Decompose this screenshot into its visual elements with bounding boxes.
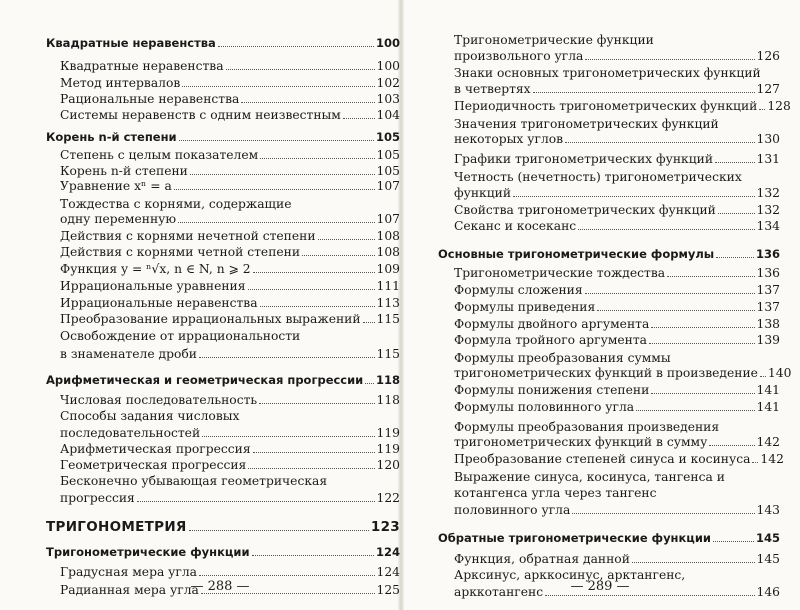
toc-entry — [420, 584, 780, 600]
page-number-right: — 289 — — [570, 579, 630, 594]
toc-entry — [40, 261, 400, 277]
toc-entry — [40, 311, 400, 327]
toc-entry — [40, 163, 400, 179]
toc-entry — [40, 582, 400, 598]
toc-leader-dots — [585, 283, 755, 294]
toc-leader-dots — [201, 583, 375, 594]
toc-entry — [40, 519, 400, 535]
toc-entry-title: Периодичность тригонометрических функций — [454, 99, 758, 113]
toc-entry — [40, 147, 400, 163]
toc-entry — [420, 246, 780, 262]
toc-leader-dots — [752, 452, 758, 463]
toc-entry-title: половинного угла — [454, 503, 571, 517]
toc-entry — [40, 35, 400, 51]
toc-entry — [40, 196, 400, 212]
toc-leader-dots — [565, 132, 754, 143]
toc-leader-dots — [241, 92, 374, 103]
toc-entry — [40, 211, 400, 227]
toc-entry-page: 109 — [376, 262, 400, 276]
toc-entry-title: Формулы преобразования суммы — [454, 351, 671, 365]
toc-leader-dots — [318, 229, 375, 240]
toc-entry-title: Арксинус, арккосинус, арктангенс, — [454, 568, 686, 582]
toc-entry-page: 119 — [376, 442, 400, 456]
toc-entry-page: 137 — [756, 283, 780, 297]
toc-entry-page: 111 — [376, 279, 400, 293]
toc-entry — [40, 91, 400, 107]
toc-leader-dots — [597, 300, 754, 311]
toc-entry-page: 137 — [756, 300, 780, 314]
toc-entry-title: Бесконечно убывающая геометрическая — [60, 474, 328, 488]
toc-entry — [40, 408, 400, 424]
toc-entry — [420, 567, 780, 583]
right-page — [420, 30, 792, 599]
toc-entry-page: 128 — [767, 99, 791, 113]
toc-entry-page: 142 — [760, 452, 784, 466]
toc-entry-title: Функция y = ⁿ√x, n ∈ N, n ⩾ 2 — [60, 262, 251, 276]
toc-entry — [420, 202, 780, 218]
page-number-left: — 288 — — [190, 579, 250, 594]
toc-leader-dots — [253, 262, 375, 273]
toc-leader-dots — [760, 366, 766, 377]
toc-entry-title: ТРИГОНОМЕТРИЯ — [46, 519, 187, 535]
toc-entry-page: 122 — [376, 491, 400, 505]
toc-leader-dots — [716, 247, 754, 258]
toc-entry-title: Знаки основных тригонометрических функций — [454, 66, 761, 80]
toc-entry-title: Иррациональные неравенства — [60, 296, 258, 310]
toc-leader-dots — [709, 435, 754, 446]
toc-entry-title: Метод интервалов — [60, 76, 181, 90]
toc-entry-title: Корень n-й степени — [60, 164, 188, 178]
toc-entry-page: 113 — [376, 296, 400, 310]
toc-entry — [420, 131, 780, 147]
toc-leader-dots — [179, 130, 374, 141]
toc-entry-title: Секанс и косеканс — [454, 219, 577, 233]
toc-entry-title: Числовая последовательность — [60, 393, 258, 407]
toc-entry — [420, 530, 780, 546]
toc-leader-dots — [718, 203, 755, 214]
toc-entry-page: 105 — [376, 164, 400, 178]
toc-entry — [420, 169, 780, 185]
toc-entry — [420, 382, 780, 398]
toc-leader-dots — [632, 552, 755, 563]
toc-entry-title: Способы задания числовых — [60, 409, 240, 423]
toc-entry-page: 107 — [376, 212, 400, 226]
toc-entry-title: Действия с корнями нечетной степени — [60, 229, 316, 243]
toc-entry-title: Системы неравенств с одним неизвестным — [60, 108, 341, 122]
toc-leader-dots — [343, 108, 375, 119]
toc-entry — [420, 65, 780, 81]
toc-entry — [420, 218, 780, 234]
toc-entry-title: тригонометрических функций в сумму — [454, 435, 708, 449]
toc-entry-page: 130 — [756, 132, 780, 146]
toc-entry — [40, 441, 400, 457]
toc-entry-title: Свойства тригонометрических функций — [454, 203, 716, 217]
toc-entry-title: Формулы приведения — [454, 300, 596, 314]
toc-entry-page: 143 — [756, 503, 780, 517]
toc-entry-page: 132 — [756, 203, 780, 217]
toc-entry-page: 125 — [376, 583, 400, 597]
toc-entry — [40, 107, 400, 123]
toc-entry-page: 134 — [756, 219, 780, 233]
toc-entry-page: 104 — [376, 108, 400, 122]
toc-entry — [420, 365, 792, 381]
toc-entry-title: прогрессия — [60, 491, 135, 505]
toc-entry — [420, 48, 780, 64]
toc-entry-title: Рациональные неравенства — [60, 92, 240, 106]
toc-entry-title: Формулы половинного угла — [454, 400, 635, 414]
toc-leader-dots — [713, 531, 754, 542]
toc-entry — [40, 346, 400, 362]
toc-entry-title: Иррациональные уравнения — [60, 279, 246, 293]
toc-leader-dots — [189, 520, 369, 531]
toc-entry-title: Значения тригонометрических функций — [454, 117, 719, 131]
toc-entry-page: 123 — [370, 519, 400, 535]
toc-entry — [420, 316, 780, 332]
toc-leader-dots — [137, 491, 375, 502]
toc-entry-page: 115 — [376, 347, 400, 361]
toc-entry — [420, 551, 780, 567]
toc-entry-page: 145 — [756, 552, 780, 566]
toc-entry — [40, 244, 400, 260]
toc-entry-title: Формулы сложения — [454, 283, 583, 297]
toc-entry-title: в знаменателе дроби — [60, 347, 197, 361]
toc-entry-page: 118 — [376, 393, 400, 407]
toc-entry-page: 100 — [376, 59, 400, 73]
toc-entry-title: Обратные тригонометрические функции — [438, 531, 711, 545]
toc-entry-title: Функция, обратная данной — [454, 552, 630, 566]
toc-entry — [40, 295, 400, 311]
toc-entry-title: Графики тригонометрических функций — [454, 152, 714, 166]
toc-entry — [40, 544, 400, 560]
toc-entry-page: 145 — [755, 531, 780, 545]
toc-entry — [40, 278, 400, 294]
toc-entry-title: одну переменную — [60, 212, 177, 226]
toc-entry — [420, 350, 780, 366]
toc-entry-title: Тригонометрические тождества — [454, 266, 666, 280]
toc-entry-page: 115 — [376, 312, 400, 326]
toc-entry-title: Формулы понижения степени — [454, 383, 650, 397]
toc-entry-page: 139 — [756, 333, 780, 347]
toc-leader-dots — [253, 442, 375, 453]
toc-entry — [40, 228, 400, 244]
toc-entry-page: 136 — [755, 247, 780, 261]
toc-entry-title: Корень n-й степени — [46, 130, 177, 144]
toc-entry-page: 100 — [375, 36, 400, 50]
toc-entry-title: Формулы двойного аргумента — [454, 317, 650, 331]
toc-entry — [40, 425, 400, 441]
toc-entry-page: 108 — [376, 245, 400, 259]
toc-entry — [420, 299, 780, 315]
toc-entry-title: Степень с целым показателем — [60, 148, 259, 162]
toc-entry-title: Тригонометрические функции — [46, 545, 250, 559]
toc-entry-title: Радианная мера угла — [60, 583, 199, 597]
toc-entry-page: 132 — [756, 186, 780, 200]
toc-entry-page: 140 — [767, 366, 792, 380]
toc-leader-dots — [715, 152, 754, 163]
toc-entry-page: 124 — [376, 565, 400, 579]
toc-entry-title: Квадратные неравенства — [46, 36, 216, 50]
toc-entry-title: Основные тригонометрические формулы — [438, 247, 715, 261]
toc-entry — [40, 372, 400, 388]
toc-entry — [40, 178, 400, 194]
toc-entry — [420, 434, 780, 450]
toc-entry-page: 120 — [376, 458, 400, 472]
toc-entry-title: Выражение синуса, косинуса, тангенса и — [454, 470, 725, 484]
toc-entry-title: Арифметическая и геометрическая прогрессии — [46, 373, 364, 387]
toc-leader-dots — [252, 545, 374, 556]
toc-entry — [420, 185, 780, 201]
toc-entry-title: Тождества с корнями, содержащие — [60, 197, 292, 211]
toc-leader-dots — [226, 59, 375, 70]
toc-entry-title: некоторых углов — [454, 132, 564, 146]
toc-leader-dots — [572, 503, 754, 514]
toc-entry-title: тригонометрических функций в произведение — [454, 366, 758, 380]
toc-entry — [40, 328, 400, 344]
toc-leader-dots — [533, 82, 755, 93]
toc-entry — [420, 469, 780, 485]
toc-entry-page: 105 — [376, 148, 400, 162]
toc-entry-title: арккотангенс — [454, 585, 544, 599]
toc-entry-page: 105 — [375, 130, 400, 144]
toc-entry — [420, 116, 780, 132]
toc-entry — [420, 332, 780, 348]
toc-entry-title: Четность (нечетность) тригонометрических — [454, 170, 742, 184]
toc-entry-page: 138 — [756, 317, 780, 331]
toc-entry — [420, 81, 780, 97]
toc-entry-title: последовательностей — [60, 426, 201, 440]
toc-leader-dots — [259, 393, 374, 404]
toc-entry-title: Освобождение от иррациональности — [60, 329, 301, 343]
toc-entry-page: 127 — [756, 82, 780, 96]
toc-leader-dots — [260, 148, 374, 159]
toc-leader-dots — [651, 317, 754, 328]
toc-entry-page: 119 — [376, 426, 400, 440]
toc-entry — [420, 502, 780, 518]
toc-entry-page: 136 — [756, 266, 780, 280]
toc-leader-dots — [578, 219, 754, 230]
toc-leader-dots — [248, 458, 374, 469]
toc-entry-title: функций — [454, 186, 512, 200]
toc-leader-dots — [649, 333, 755, 344]
toc-entry — [40, 58, 400, 74]
toc-entry — [40, 75, 400, 91]
toc-entry — [420, 282, 780, 298]
toc-entry-title: в четвертях — [454, 82, 531, 96]
toc-entry — [420, 451, 784, 467]
toc-entry-title: Уравнение xⁿ = a — [60, 179, 172, 193]
toc-entry — [40, 392, 400, 408]
toc-leader-dots — [190, 164, 375, 175]
toc-entry-page: 108 — [376, 229, 400, 243]
toc-entry-title: Преобразование степеней синуса и косинуса — [454, 452, 751, 466]
toc-leader-dots — [174, 179, 375, 190]
toc-leader-dots — [759, 99, 765, 110]
toc-entry-page: 141 — [756, 400, 780, 414]
toc-entry-page: 146 — [756, 585, 780, 599]
toc-leader-dots — [182, 76, 374, 87]
toc-leader-dots — [199, 565, 375, 576]
toc-entry-title: Геометрическая прогрессия — [60, 458, 247, 472]
toc-leader-dots — [365, 373, 374, 384]
toc-leader-dots — [667, 266, 754, 277]
toc-entry-title: Действия с корнями четной степени — [60, 245, 301, 259]
toc-entry — [420, 32, 780, 48]
toc-entry-page: 131 — [756, 152, 780, 166]
toc-leader-dots — [260, 296, 375, 307]
toc-entry — [40, 129, 400, 145]
toc-entry — [420, 399, 780, 415]
toc-entry-title: Формула тройного аргумента — [454, 333, 648, 347]
toc-leader-dots — [302, 245, 374, 256]
toc-entry-page: 107 — [376, 179, 400, 193]
toc-entry — [40, 564, 400, 580]
toc-leader-dots — [363, 312, 375, 323]
toc-entry — [40, 490, 400, 506]
toc-entry-title: Преобразование иррациональных выражений — [60, 312, 361, 326]
toc-leader-dots — [636, 400, 754, 411]
toc-entry-page: 141 — [756, 383, 780, 397]
toc-entry — [420, 265, 780, 281]
toc-leader-dots — [545, 585, 754, 596]
toc-entry-title: Градусная мера угла — [60, 565, 198, 579]
toc-leader-dots — [202, 426, 374, 437]
toc-entry-title: Формулы преобразования произведения — [454, 420, 720, 434]
toc-leader-dots — [651, 383, 754, 394]
toc-entry-page: 118 — [375, 373, 400, 387]
toc-entry — [40, 473, 400, 489]
toc-entry-page: 103 — [376, 92, 400, 106]
toc-leader-dots — [513, 186, 754, 197]
toc-entry — [40, 457, 400, 473]
toc-leader-dots — [199, 347, 375, 358]
toc-leader-dots — [178, 212, 374, 223]
toc-entry — [420, 151, 780, 167]
toc-entry — [420, 98, 791, 114]
left-page — [40, 30, 400, 597]
toc-leader-dots — [248, 279, 375, 290]
toc-entry-title: Тригонометрические функции — [454, 33, 654, 47]
toc-entry-page: 124 — [375, 545, 400, 559]
toc-leader-dots — [218, 36, 374, 47]
toc-entry — [420, 485, 780, 501]
toc-entry-page: 126 — [756, 49, 780, 63]
toc-leader-dots — [585, 49, 754, 60]
toc-entry-title: Арифметическая прогрессия — [60, 442, 251, 456]
toc-entry — [420, 419, 780, 435]
toc-entry-title: котангенса угла через тангенс — [454, 486, 657, 500]
toc-entry-page: 142 — [756, 435, 780, 449]
toc-entry-page: 102 — [376, 76, 400, 90]
toc-entry-title: Квадратные неравенства — [60, 59, 224, 73]
toc-entry-title: произвольного угла — [454, 49, 584, 63]
